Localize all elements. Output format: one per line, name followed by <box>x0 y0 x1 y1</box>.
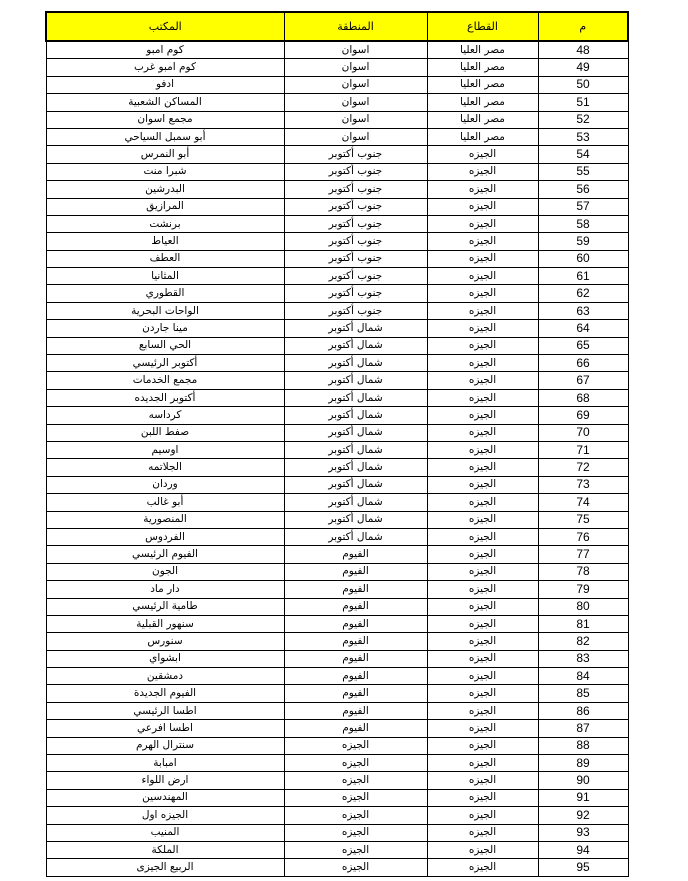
cell-area: الجيزه <box>284 772 427 789</box>
cell-number: 72 <box>538 459 628 476</box>
cell-number: 93 <box>538 824 628 841</box>
table-row <box>46 633 628 650</box>
cell-sector: الجيزه <box>427 337 538 354</box>
cell-office: دار ماد <box>46 581 284 598</box>
cell-sector: الجيزه <box>427 372 538 389</box>
cell-office: المثانيا <box>46 268 284 285</box>
cell-area: جنوب أكتوبر <box>284 215 427 232</box>
table-row <box>46 163 628 180</box>
cell-sector: الجيزه <box>427 424 538 441</box>
cell-office: البدرشين <box>46 181 284 198</box>
cell-area: شمال أكتوبر <box>284 337 427 354</box>
cell-office: كوم امبو غرب <box>46 59 284 76</box>
cell-office: سنترال الهرم <box>46 737 284 754</box>
cell-area: شمال أكتوبر <box>284 389 427 406</box>
cell-area: جنوب أكتوبر <box>284 285 427 302</box>
cell-sector: الجيزه <box>427 494 538 511</box>
cell-office: المنصورية <box>46 511 284 528</box>
cell-office: اطسا افرعي <box>46 720 284 737</box>
cell-sector: الجيزه <box>427 511 538 528</box>
cell-area: الفيوم <box>284 598 427 615</box>
table-row <box>46 807 628 824</box>
cell-number: 61 <box>538 268 628 285</box>
table-row <box>46 511 628 528</box>
cell-sector: الجيزه <box>427 389 538 406</box>
cell-office: المهندسين <box>46 789 284 806</box>
cell-number: 71 <box>538 441 628 458</box>
cell-sector: الجيزه <box>427 407 538 424</box>
cell-office: برنشت <box>46 215 284 232</box>
cell-office: أبو غالب <box>46 494 284 511</box>
cell-office: ارض اللواء <box>46 772 284 789</box>
table-row <box>46 772 628 789</box>
table-row <box>46 76 628 93</box>
cell-number: 64 <box>538 320 628 337</box>
cell-office: الجلاتمه <box>46 459 284 476</box>
table-row <box>46 650 628 667</box>
cell-area: الجيزه <box>284 755 427 772</box>
cell-sector: الجيزه <box>427 459 538 476</box>
table-row <box>46 94 628 111</box>
cell-office: الربيع الجيزى <box>46 859 284 876</box>
cell-sector: الجيزه <box>427 650 538 667</box>
cell-sector: مصر العليا <box>427 128 538 145</box>
cell-number: 80 <box>538 598 628 615</box>
cell-office: دمشقين <box>46 668 284 685</box>
cell-area: اسوان <box>284 128 427 145</box>
table-row <box>46 285 628 302</box>
cell-area: الفيوم <box>284 720 427 737</box>
cell-sector: الجيزه <box>427 824 538 841</box>
cell-office: الفيوم الجديدة <box>46 685 284 702</box>
cell-number: 59 <box>538 233 628 250</box>
table-row <box>46 441 628 458</box>
cell-sector: الجيزه <box>427 198 538 215</box>
cell-area: شمال أكتوبر <box>284 528 427 545</box>
offices-table <box>45 11 629 877</box>
table-row <box>46 320 628 337</box>
cell-area: شمال أكتوبر <box>284 511 427 528</box>
table-row <box>46 476 628 493</box>
cell-area: شمال أكتوبر <box>284 476 427 493</box>
cell-number: 68 <box>538 389 628 406</box>
cell-office: طامية الرئيسي <box>46 598 284 615</box>
cell-office: الجيزه اول <box>46 807 284 824</box>
cell-area: شمال أكتوبر <box>284 320 427 337</box>
table-row <box>46 859 628 876</box>
cell-sector: الجيزه <box>427 598 538 615</box>
cell-number: 79 <box>538 581 628 598</box>
cell-number: 56 <box>538 181 628 198</box>
cell-sector: الجيزه <box>427 789 538 806</box>
cell-sector: الجيزه <box>427 441 538 458</box>
cell-area: شمال أكتوبر <box>284 355 427 372</box>
cell-number: 84 <box>538 668 628 685</box>
cell-area: الفيوم <box>284 650 427 667</box>
cell-number: 50 <box>538 76 628 93</box>
cell-sector: الجيزه <box>427 737 538 754</box>
cell-sector: الجيزه <box>427 268 538 285</box>
cell-sector: الجيزه <box>427 285 538 302</box>
cell-area: شمال أكتوبر <box>284 424 427 441</box>
cell-office: اطسا الرئيسي <box>46 702 284 719</box>
cell-sector: مصر العليا <box>427 94 538 111</box>
table-row <box>46 215 628 232</box>
cell-area: شمال أكتوبر <box>284 407 427 424</box>
table-row <box>46 755 628 772</box>
cell-number: 69 <box>538 407 628 424</box>
cell-area: شمال أكتوبر <box>284 441 427 458</box>
cell-number: 85 <box>538 685 628 702</box>
cell-number: 86 <box>538 702 628 719</box>
cell-office: سنورس <box>46 633 284 650</box>
header-row <box>46 12 628 41</box>
cell-sector: الجيزه <box>427 302 538 319</box>
cell-sector: الجيزه <box>427 528 538 545</box>
table-row <box>46 563 628 580</box>
cell-sector: الجيزه <box>427 546 538 563</box>
cell-office: العياط <box>46 233 284 250</box>
cell-office: أكتوبر الرئيسي <box>46 355 284 372</box>
table-row <box>46 198 628 215</box>
cell-sector: الجيزه <box>427 476 538 493</box>
cell-office: ابشواي <box>46 650 284 667</box>
cell-sector: الجيزه <box>427 233 538 250</box>
cell-area: اسوان <box>284 59 427 76</box>
table-row <box>46 111 628 128</box>
table-row <box>46 302 628 319</box>
cell-office: سنهور القبلية <box>46 615 284 632</box>
cell-number: 90 <box>538 772 628 789</box>
cell-number: 89 <box>538 755 628 772</box>
table-row <box>46 737 628 754</box>
cell-sector: الجيزه <box>427 755 538 772</box>
table-row <box>46 337 628 354</box>
table-header <box>46 12 628 41</box>
cell-sector: الجيزه <box>427 668 538 685</box>
cell-sector: الجيزه <box>427 215 538 232</box>
cell-sector: الجيزه <box>427 563 538 580</box>
table-row <box>46 459 628 476</box>
cell-area: جنوب أكتوبر <box>284 233 427 250</box>
table-row <box>46 233 628 250</box>
table-row <box>46 841 628 858</box>
cell-area: جنوب أكتوبر <box>284 181 427 198</box>
table-row <box>46 372 628 389</box>
cell-area: جنوب أكتوبر <box>284 250 427 267</box>
cell-office: القطوري <box>46 285 284 302</box>
cell-sector: الجيزه <box>427 720 538 737</box>
cell-office: المرازيق <box>46 198 284 215</box>
table-row <box>46 581 628 598</box>
table-row <box>46 59 628 76</box>
cell-number: 95 <box>538 859 628 876</box>
cell-area: الفيوم <box>284 546 427 563</box>
cell-sector: الجيزه <box>427 181 538 198</box>
cell-sector: مصر العليا <box>427 59 538 76</box>
cell-area: اسوان <box>284 76 427 93</box>
table-row <box>46 598 628 615</box>
cell-office: امبابة <box>46 755 284 772</box>
cell-area: جنوب أكتوبر <box>284 146 427 163</box>
cell-area: الفيوم <box>284 633 427 650</box>
cell-number: 70 <box>538 424 628 441</box>
cell-sector: الجيزه <box>427 615 538 632</box>
cell-area: الجيزه <box>284 841 427 858</box>
cell-area: جنوب أكتوبر <box>284 163 427 180</box>
cell-area: الجيزه <box>284 789 427 806</box>
cell-area: الجيزه <box>284 807 427 824</box>
table-row <box>46 528 628 545</box>
table-row <box>46 494 628 511</box>
cell-office: شبرا منت <box>46 163 284 180</box>
cell-number: 63 <box>538 302 628 319</box>
cell-area: الجيزه <box>284 859 427 876</box>
cell-number: 75 <box>538 511 628 528</box>
cell-sector: الجيزه <box>427 702 538 719</box>
header-office: المكتب <box>46 12 284 41</box>
cell-sector: الجيزه <box>427 685 538 702</box>
cell-area: الجيزه <box>284 824 427 841</box>
cell-number: 76 <box>538 528 628 545</box>
cell-number: 48 <box>538 41 628 59</box>
cell-number: 83 <box>538 650 628 667</box>
cell-number: 92 <box>538 807 628 824</box>
cell-area: الفيوم <box>284 668 427 685</box>
cell-number: 51 <box>538 94 628 111</box>
header-area: المنطقة <box>284 12 427 41</box>
cell-sector: مصر العليا <box>427 76 538 93</box>
header-sector: القطاع <box>427 12 538 41</box>
table-row <box>46 424 628 441</box>
cell-number: 66 <box>538 355 628 372</box>
cell-number: 65 <box>538 337 628 354</box>
cell-sector: مصر العليا <box>427 41 538 59</box>
cell-office: اوسيم <box>46 441 284 458</box>
cell-number: 49 <box>538 59 628 76</box>
cell-area: الفيوم <box>284 563 427 580</box>
cell-area: شمال أكتوبر <box>284 372 427 389</box>
cell-office: مجمع الخدمات <box>46 372 284 389</box>
table-body <box>46 41 628 876</box>
cell-sector: الجيزه <box>427 320 538 337</box>
cell-area: الجيزه <box>284 737 427 754</box>
cell-area: اسوان <box>284 41 427 59</box>
cell-sector: الجيزه <box>427 355 538 372</box>
cell-sector: الجيزه <box>427 841 538 858</box>
cell-office: صفط اللبن <box>46 424 284 441</box>
cell-sector: الجيزه <box>427 633 538 650</box>
cell-sector: الجيزه <box>427 146 538 163</box>
table-row <box>46 41 628 59</box>
cell-office: كوم امبو <box>46 41 284 59</box>
cell-number: 67 <box>538 372 628 389</box>
table-row <box>46 824 628 841</box>
cell-number: 82 <box>538 633 628 650</box>
cell-office: أبو النمرس <box>46 146 284 163</box>
table-row <box>46 181 628 198</box>
cell-area: اسوان <box>284 94 427 111</box>
cell-sector: الجيزه <box>427 581 538 598</box>
cell-office: الفيوم الرئيسي <box>46 546 284 563</box>
table-row <box>46 720 628 737</box>
cell-number: 52 <box>538 111 628 128</box>
cell-office: الواحات البحرية <box>46 302 284 319</box>
table-row <box>46 250 628 267</box>
cell-number: 74 <box>538 494 628 511</box>
cell-number: 91 <box>538 789 628 806</box>
cell-office: الفردوس <box>46 528 284 545</box>
cell-sector: الجيزه <box>427 163 538 180</box>
cell-number: 57 <box>538 198 628 215</box>
table-row <box>46 407 628 424</box>
cell-office: ادفو <box>46 76 284 93</box>
table-row <box>46 668 628 685</box>
cell-office: وردان <box>46 476 284 493</box>
cell-office: المساكن الشعبية <box>46 94 284 111</box>
cell-sector: الجيزه <box>427 772 538 789</box>
cell-office: الحي السابع <box>46 337 284 354</box>
cell-office: أكتوبر الجديده <box>46 389 284 406</box>
cell-office: كرداسه <box>46 407 284 424</box>
cell-area: جنوب أكتوبر <box>284 268 427 285</box>
cell-area: اسوان <box>284 111 427 128</box>
cell-office: مجمع اسوان <box>46 111 284 128</box>
table-row <box>46 355 628 372</box>
cell-sector: الجيزه <box>427 250 538 267</box>
cell-area: جنوب أكتوبر <box>284 198 427 215</box>
cell-number: 77 <box>538 546 628 563</box>
cell-sector: الجيزه <box>427 859 538 876</box>
cell-number: 94 <box>538 841 628 858</box>
cell-office: الملكة <box>46 841 284 858</box>
cell-number: 81 <box>538 615 628 632</box>
table-row <box>46 685 628 702</box>
table-row <box>46 128 628 145</box>
cell-office: مينا جاردن <box>46 320 284 337</box>
cell-sector: الجيزه <box>427 807 538 824</box>
cell-number: 58 <box>538 215 628 232</box>
cell-number: 55 <box>538 163 628 180</box>
cell-number: 88 <box>538 737 628 754</box>
cell-area: الفيوم <box>284 702 427 719</box>
table-row <box>46 615 628 632</box>
cell-area: شمال أكتوبر <box>284 494 427 511</box>
cell-number: 53 <box>538 128 628 145</box>
table-row <box>46 268 628 285</box>
cell-office: المنيب <box>46 824 284 841</box>
cell-number: 87 <box>538 720 628 737</box>
cell-area: جنوب أكتوبر <box>284 302 427 319</box>
cell-office: العطف <box>46 250 284 267</box>
cell-area: الفيوم <box>284 581 427 598</box>
cell-area: شمال أكتوبر <box>284 459 427 476</box>
table-row <box>46 146 628 163</box>
cell-sector: مصر العليا <box>427 111 538 128</box>
cell-number: 54 <box>538 146 628 163</box>
cell-area: الفيوم <box>284 615 427 632</box>
cell-number: 60 <box>538 250 628 267</box>
table-row <box>46 389 628 406</box>
header-number: م <box>538 12 628 41</box>
cell-number: 73 <box>538 476 628 493</box>
cell-number: 62 <box>538 285 628 302</box>
table-row <box>46 702 628 719</box>
cell-number: 78 <box>538 563 628 580</box>
cell-office: الجون <box>46 563 284 580</box>
table-row <box>46 789 628 806</box>
cell-office: أبو سمبل السياحي <box>46 128 284 145</box>
cell-area: الفيوم <box>284 685 427 702</box>
table-row <box>46 546 628 563</box>
